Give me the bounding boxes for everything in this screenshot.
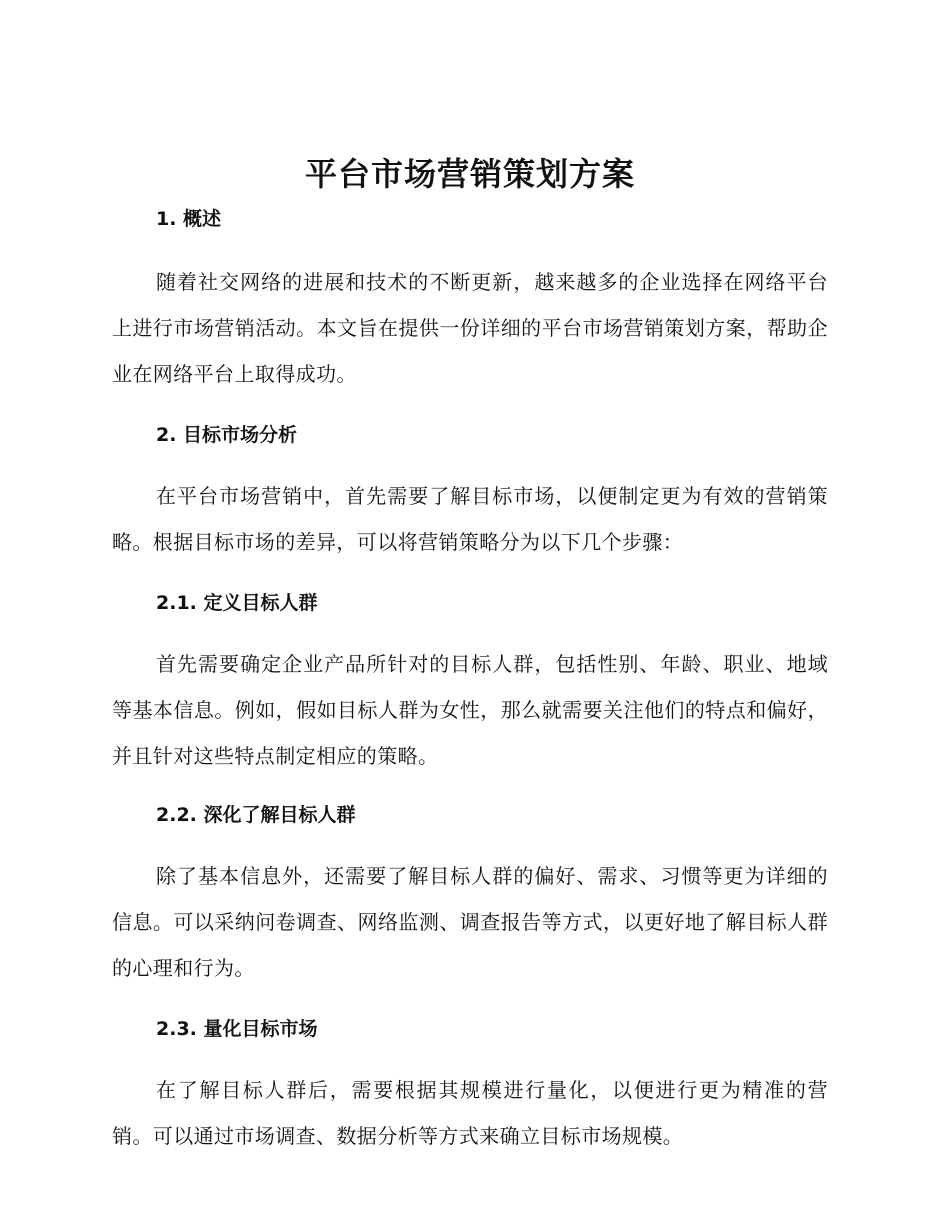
section-heading-define-audience: 2.1. 定义目标人群 bbox=[156, 592, 318, 614]
document-title: 平台市场营销策划方案 bbox=[304, 155, 635, 193]
section-paragraph-deepen-understanding: 除了基本信息外，还需要了解目标人群的偏好、需求、习惯等更为详细的信息。可以采纳问卷调查、网络监测、调查报告等方式，以更好地了解目标人群的心理和行为。 bbox=[112, 864, 828, 980]
section-heading-target-market: 2. 目标市场分析 bbox=[156, 424, 298, 446]
section-paragraph-quantify-market: 在了解目标人群后，需要根据其规模进行量化，以便进行更为精准的营销。可以通过市场调查、数据分析等方式来确立目标市场规模。 bbox=[112, 1078, 828, 1148]
section-paragraph-target-market: 在平台市场营销中，首先需要了解目标市场，以便制定更为有效的营销策略。根据目标市场的差异，可以将营销策略分为以下几个步骤： bbox=[112, 484, 828, 554]
section-paragraph-overview: 随着社交网络的进展和技术的不断更新，越来越多的企业选择在网络平台上进行市场营销活动。本文旨在提供一份详细的平台市场营销策划方案，帮助企业在网络平台上取得成功。 bbox=[112, 270, 828, 386]
section-heading-deepen-understanding: 2.2. 深化了解目标人群 bbox=[156, 804, 356, 826]
section-heading-overview: 1. 概述 bbox=[156, 208, 222, 230]
section-paragraph-define-audience: 首先需要确定企业产品所针对的目标人群，包括性别、年龄、职业、地域等基本信息。例如，假如目标人群为女性，那么就需要关注他们的特点和偏好，并且针对这些特点制定相应的策略。 bbox=[112, 652, 828, 768]
section-heading-quantify-market: 2.3. 量化目标市场 bbox=[156, 1018, 318, 1040]
